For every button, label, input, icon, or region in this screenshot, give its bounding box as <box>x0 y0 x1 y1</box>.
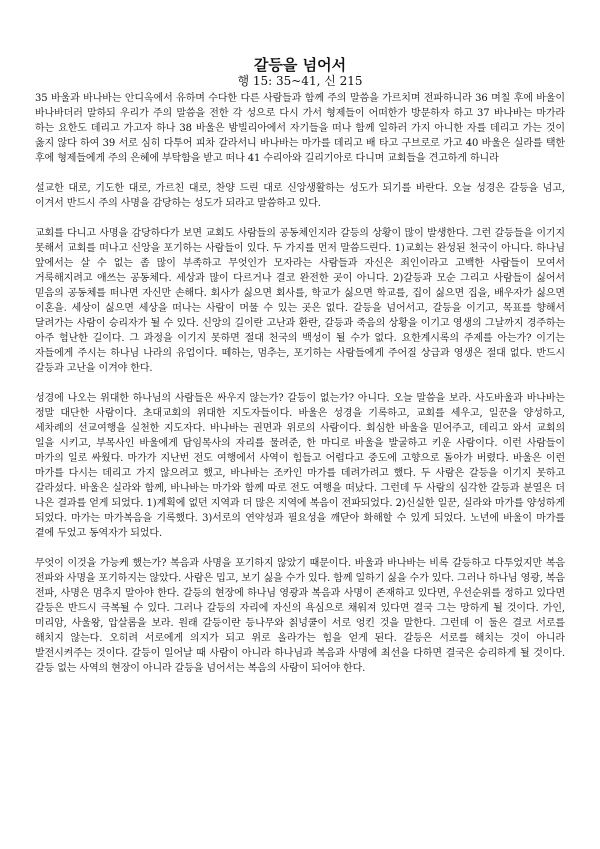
body-paragraph-church: 교회를 다니고 사명을 감당하다가 보면 교회도 사람들의 공동체인지라 갈등의 상황이 많이 발생한다. 그런 갈등들을 이기지 못해서 교회를 떠나고 신앙을 포기하는 사람들이 있다. 두 가지를 먼저 말씀드린다. 1)교회는 완성된 천국이 아니다. 하나님 앞에서는 살 수 없는 좀 많이 부족하고 무엇인가 모자라는 사람들과 자신은 죄인이라고 고백한 사람들이 모여서 거룩해지려고 애쓰는 공동체다. 세상과 많이 다르거나 결코 완전한 곳이 아니다. 2)갈등과 모순 그리고 사람들이 싫어서 믿음의 공동체를 떠나면 자신만 손해다. 회사가 싫으면 회사를, 학교가 싫으면 학교를, 집이 싫으면 집을, 배우자가 싫으면 이혼을. 세상이 싫으면 세상을 떠나는 사람이 머물 수 있는 곳은 없다. 갈등을 넘어서고, 갈등을 이기고, 목표를 향해서 달려가는 사람이 승리자가 될 수 있다. 신앙의 길이란 고난과 환란, 갈등과 죽음의 상황을 이기고 영생의 그날까지 경주하는 아주 험난한 길이다. 그 과정을 이기지 못하면 절대 천국의 백성이 될 수가 없다. 요한계시록의 주제를 아는가? 이기는 자들에게 주시는 하나님 나라의 유업이다. 떼하는, 멈추는, 포기하는 사람들에게 주어질 상급과 영생은 절대 없다. 반드시 갈등과 고난을 이겨야 한다. <box>35 228 565 374</box>
paragraph-spacer <box>35 541 565 556</box>
conclusion-paragraph: 무엇이 이것을 가능케 했는가? 복음과 사명을 포기하지 않았기 때문이다. 바울과 바나바는 비록 갈등하고 다투었지만 복음 전파와 사명을 포기하지는 않았다. 사람은 밉고, 보기 싫을 수가 있다. 함께 일하기 싫을 수가 있다. 그러나 하나님 영광, 복음 전파, 사명은 멈추지 말아야 한다. 갈등의 현장에 하나님 영광과 복음과 사명이 존재하고 있다면, 우선순위를 정하고 있다면 갈등은 반드시 극복될 수 있다. 그러나 갈등의 자리에 자신의 욕심으로 채워져 있다면 결국 그는 망하게 될 것이다. 가인, 미리암, 사울왕, 압살롬을 보라. 원래 갈등이란 등나무와 칡넝쿨이 서로 엉킨 것을 말한다. 그런데 이 둘은 결코 서로를 해치지 않는다. 오히려 서로에게 의지가 되고 위로 올라가는 힘을 얻게 된다. 갈등은 서로를 해치는 것이 아니라 발전시켜주는 것이다. 갈등이 일어날 때 사람이 아니라 하나님과 복음과 사명에 최선을 다하면 결국은 승리하게 될 것이다. 갈등 없는 사역의 현장이 아니라 갈등을 넘어서는 복음의 사람이 되어야 한다. <box>35 558 565 674</box>
paragraph-spacer <box>35 166 565 181</box>
page-title: 갈등을 넘어서 <box>253 56 347 74</box>
document-page <box>35 56 565 676</box>
scripture-reference: 행 15: 35~41, 신 215 <box>237 74 363 88</box>
scripture-passage: 35 바울과 바나바는 안디옥에서 유하며 수다한 다른 사람들과 함께 주의 말씀을 가르치며 전파하니라 36 며칠 후에 바울이 바나바더러 말하되 우리가 주의 말씀을 전한 각 성으로 다시 가서 형제들이 어떠한가 방문하자 하고 37 바나바는 마가라 하는 요한도 데리고 가고자 하나 38 바울은 밤빌리아에서 자기들을 떠나 함께 일하러 가지 아니한 자를 데리고 가는 것이 옳지 않다 하여 39 서로 심히 다투어 피차 갈라서니 바나바는 마가를 데리고 배 타고 구브로로 가고 40 바울은 실라를 택한 후에 형제들에게 주의 은혜에 부탁함을 받고 떠나 41 수리아와 길리기아로 다니며 교회들을 견고하게 하니라 <box>35 93 565 164</box>
paragraph-spacer <box>35 211 565 226</box>
paragraph-spacer <box>35 376 565 391</box>
intro-paragraph: 설교한 대로, 기도한 대로, 가르친 대로, 찬양 드린 대로 신앙생활하는 성도가 되기를 바란다. 오늘 성경은 갈등을 넘고, 이겨서 반드시 주의 사명을 감당하는 성도가 되라고 말씀하고 있다. <box>35 183 565 209</box>
body-paragraph-paul-barnabas: 성경에 나오는 위대한 하나님의 사람들은 싸우지 않는가? 갈등이 없는가? 아니다. 오늘 말씀을 보라. 사도바울과 바나바는 정말 대단한 사람이다. 초대교회의 위대한 지도자들이다. 바울은 성경을 기록하고, 교회를 세우고, 일꾼을 양성하고, 세차례의 선교여행을 실천한 지도자다. 바나바는 권면과 위로의 사람이다. 회심한 바울을 믿어주고, 데리고 와서 교회의 일을 시키고, 부목사인 바울에게 담임목사의 자리를 물려준, 한 마디로 바울을 발굴하고 키운 사람이다. 이런 사람들이 마가의 일로 싸웠다. 마가가 지난번 전도 여행에서 사역이 힘들고 어렵다고 중도에 고향으로 돌아가 버렸다. 바울은 이런 마가를 다시는 데리고 가지 않으려고 했고, 바나바는 조카인 마가를 데려가려고 했다. 두 사람은 갈등을 이기지 못하고 갈라섰다. 바울은 실라와 함께, 바나바는 마가와 함께 따로 전도 여행을 떠났다. 그런데 두 사람의 심각한 갈등과 분열은 더 나은 결과를 얻게 되었다. 1)계획에 없던 지역과 더 많은 지역에 복음이 전파되었다. 2)신실한 일꾼, 실라와 마가를 양성하게 되었다. 마가는 마가복음을 기록했다. 3)서로의 연약성과 필요성을 깨닫아 화해할 수 있게 되었다. 노년에 바울이 마가를 곁에 두었고 동역자가 되었다. <box>35 393 565 539</box>
